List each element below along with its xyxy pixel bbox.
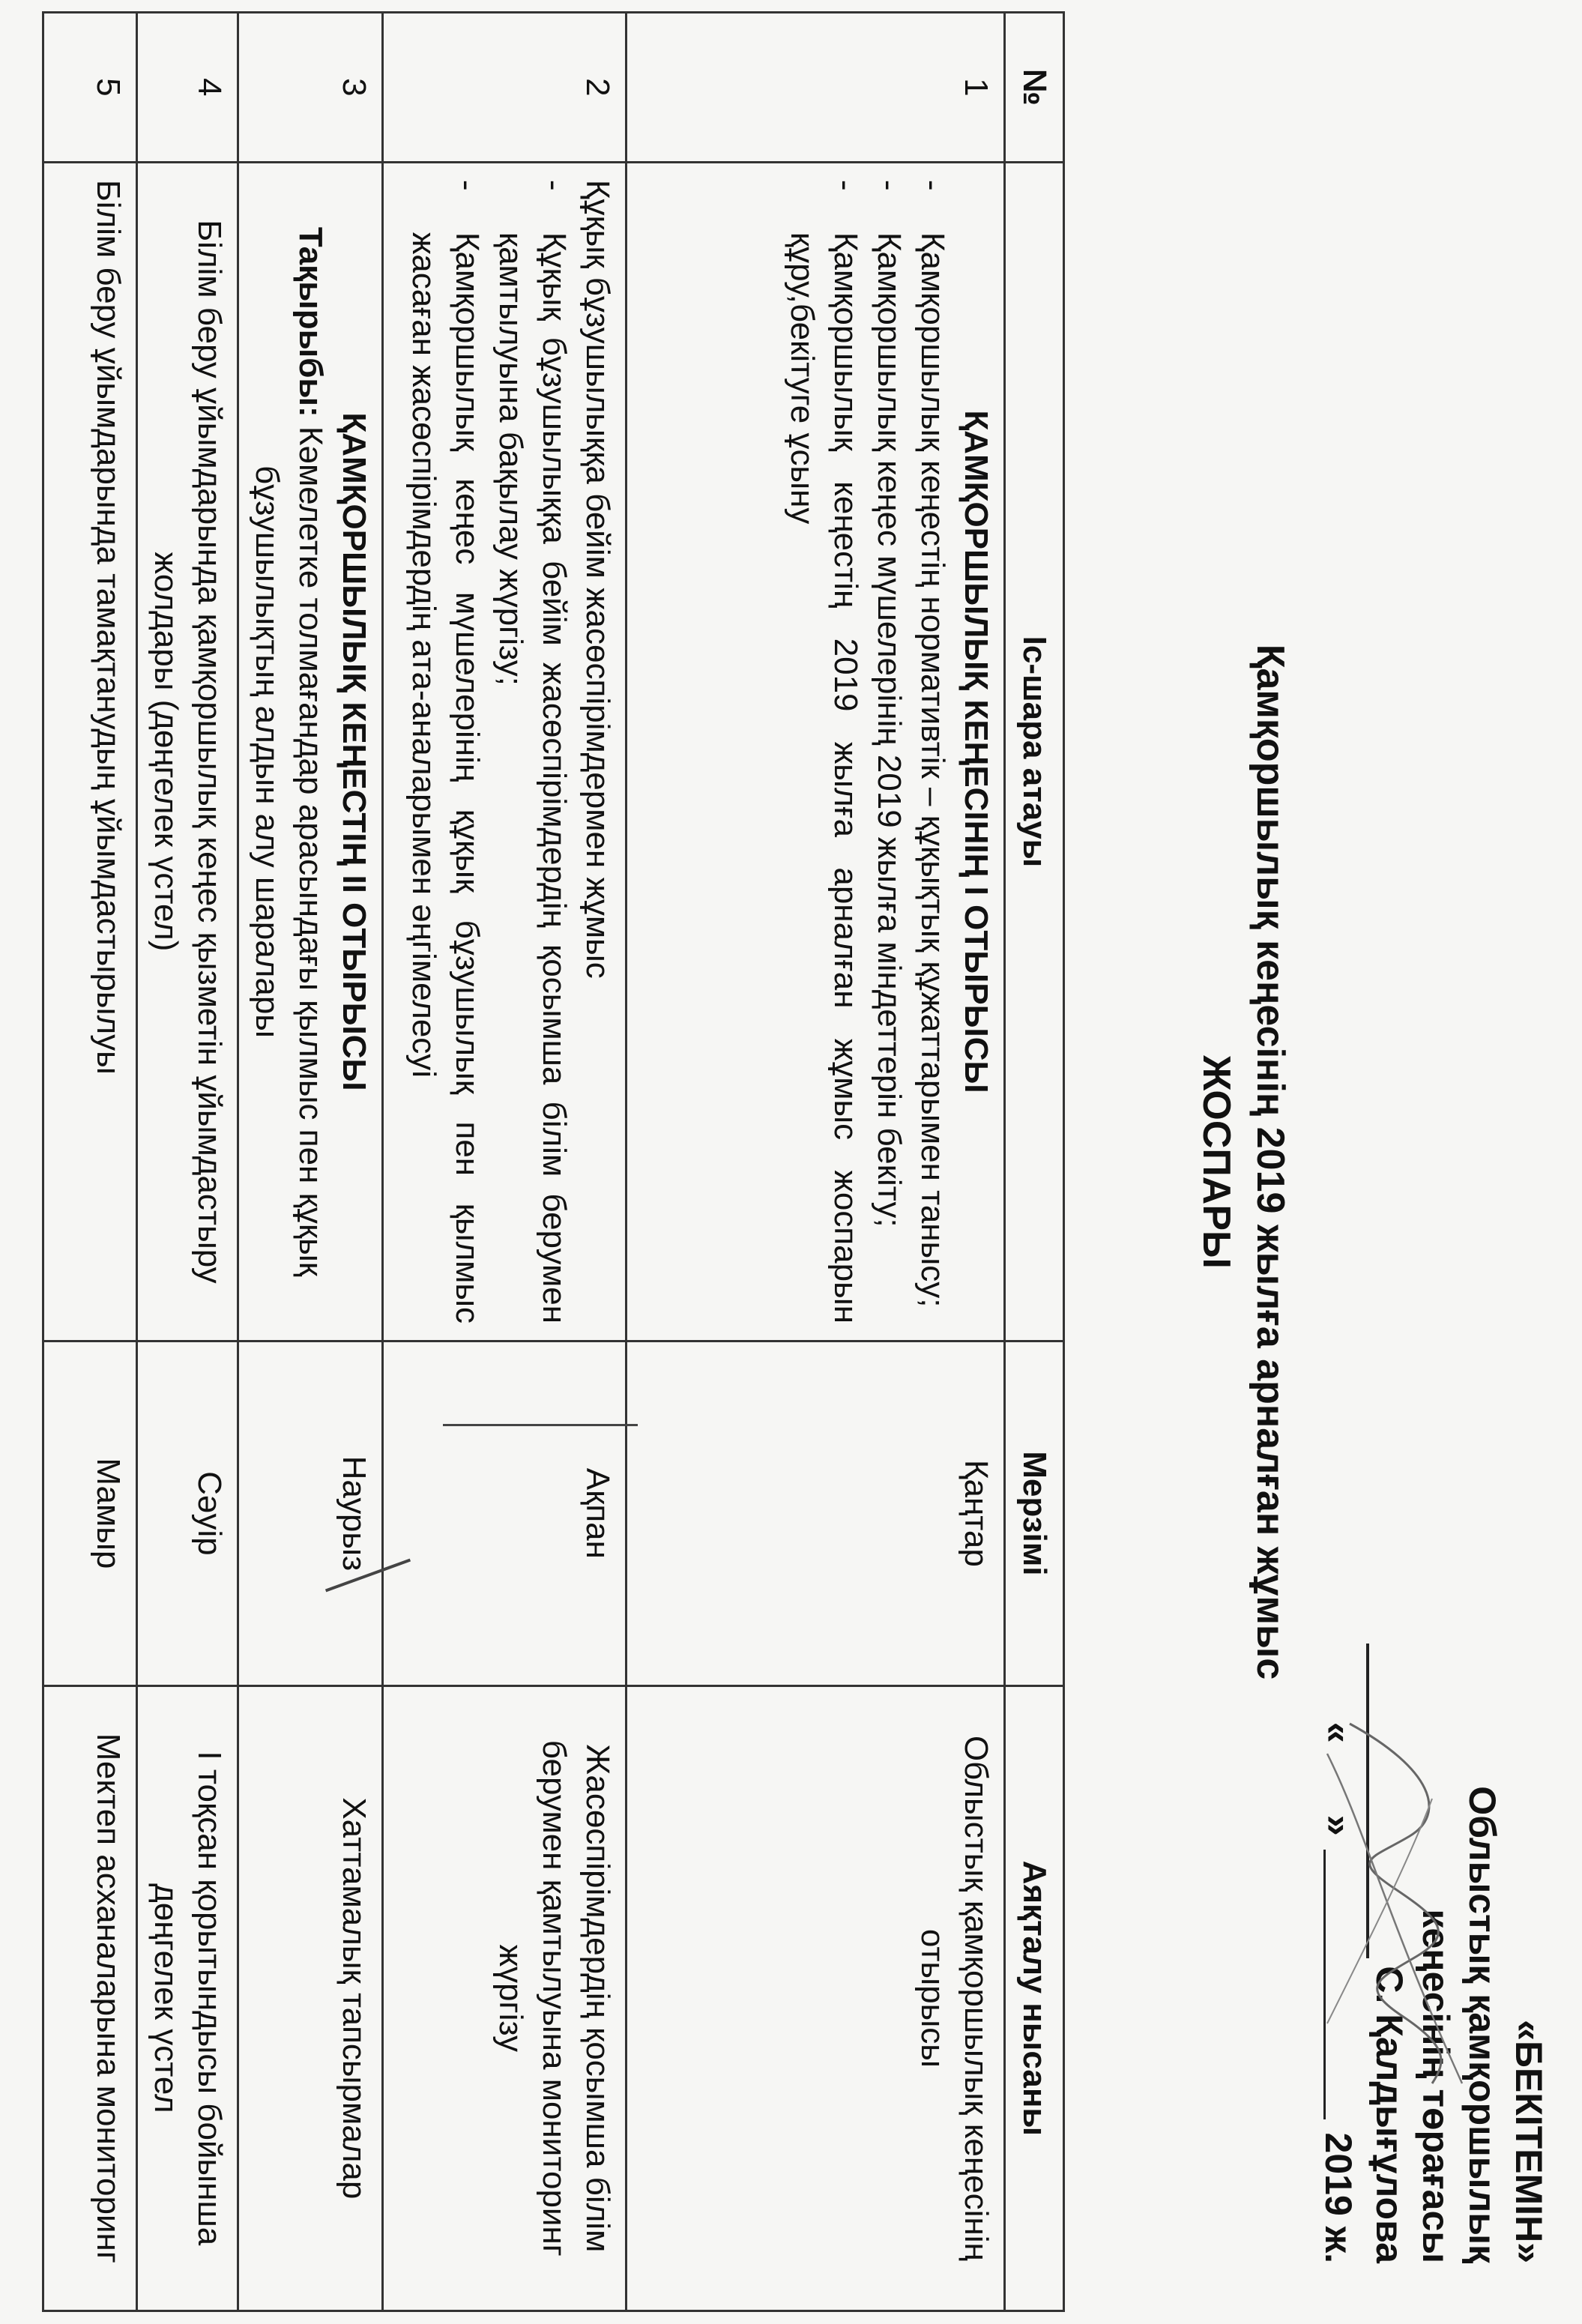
form-cell: Жасөспірімдердің қосымша білім берумен қамтылуына мониторинг жүргізу bbox=[383, 1685, 627, 2311]
topic-label: Тақырыбы: bbox=[292, 226, 329, 417]
bullet-dash: - bbox=[827, 179, 864, 191]
header-form: Аяқталу нысаны bbox=[1005, 1685, 1064, 2311]
date-month-blank bbox=[1323, 1850, 1362, 2119]
header-term: Мерзімі bbox=[1005, 1341, 1064, 1686]
table-row bbox=[137, 13, 238, 2311]
row-number: 3 bbox=[238, 13, 383, 163]
list-item-text: Қамқоршылық кеңес мүшелерінің құқық бұзушылық пен қылмыс жасаған жасөспірімдердің ата-аналарымен әңгімелесуі bbox=[405, 232, 486, 1324]
table-row bbox=[627, 13, 1005, 2311]
title-line2: ЖОСПАРЫ bbox=[1195, 1055, 1238, 1269]
activity-cell bbox=[43, 162, 137, 1341]
form-cell: Хаттамалық тапсырмалар bbox=[238, 1685, 383, 2311]
approval-date-row bbox=[1315, 1604, 1362, 2263]
activity-text: Білім беру ұйымдарында тамақтанудың ұйымдастырылуы bbox=[90, 179, 127, 1075]
approval-position-line2: кеңесінің төрағасы bbox=[1415, 1909, 1457, 2263]
list-item-text: Қамқоршылық кеңес мүшелерінің 2019 жылға міндеттерін бекіту; bbox=[871, 232, 908, 1228]
section-title: ҚАМҚОРШЫЛЫҚ КЕҢЕСІНІҢ I ОТЫРЫСЫ bbox=[958, 410, 994, 1093]
topic-line bbox=[245, 180, 332, 1324]
term-cell: Сәуір bbox=[137, 1341, 238, 1686]
document-title bbox=[1189, 0, 1297, 2324]
form-cell: Мектеп асханаларына мониторинг bbox=[43, 1685, 137, 2311]
list-item bbox=[911, 180, 954, 1324]
approval-position-line1: Облыстық қамқоршылық bbox=[1461, 1786, 1503, 2263]
table-row bbox=[238, 13, 383, 2311]
row-number: 5 bbox=[43, 13, 137, 163]
header-activity: Іс-шара атауы bbox=[1005, 162, 1064, 1341]
row-number: 1 bbox=[627, 13, 1005, 163]
list-item bbox=[489, 180, 576, 1324]
topic-text: Кәмелетке толмағандар арасындағы қылмыс пен құқық бұзушылықтың алдын алу шаралары bbox=[249, 426, 329, 1276]
title-line1: Қамқоршылық кеңесінің 2019 жылға арналған жұмыс bbox=[1249, 644, 1292, 1680]
term-cell: Наурыз bbox=[238, 1341, 383, 1686]
term-cell: Мамыр bbox=[43, 1341, 137, 1686]
scan-mark bbox=[443, 1424, 638, 1426]
approval-block bbox=[1315, 1604, 1552, 2263]
bullet-dash: - bbox=[914, 179, 951, 191]
table-row bbox=[383, 13, 627, 2311]
term-cell: Қаңтар bbox=[627, 1341, 1005, 1686]
form-cell: І тоқсан қорытындысы бойынша дөңгелек үстел bbox=[137, 1685, 238, 2311]
list-item bbox=[867, 180, 911, 1324]
activity-lead: Құқық бұзушылыққа бейім жасөспірімдермен жұмыс bbox=[579, 179, 616, 979]
table-header-row bbox=[1005, 13, 1064, 2311]
bullet-dash: - bbox=[449, 179, 486, 191]
signature-row bbox=[1366, 1604, 1413, 2263]
date-quote-open: « bbox=[1317, 1721, 1359, 1743]
row-number: 4 bbox=[137, 13, 238, 163]
list-item-text: Қамқоршылық кеңестің нормативтік – құқықтық құжаттарымен танысу; bbox=[914, 232, 951, 1308]
approver-name: С. Қалдығұлова bbox=[1368, 1966, 1410, 2263]
list-item bbox=[780, 180, 867, 1324]
activity-cell bbox=[238, 162, 383, 1341]
form-cell: Облыстық қамқоршылық кеңесінің отырысы bbox=[627, 1685, 1005, 2311]
approval-label: «БЕКІТЕМІН» bbox=[1508, 2020, 1550, 2263]
activity-cell bbox=[137, 162, 238, 1341]
table-row bbox=[43, 13, 137, 2311]
work-plan-table bbox=[42, 11, 1065, 2312]
activity-cell bbox=[383, 162, 627, 1341]
list-item-text: Қамқоршылық кеңестің 2019 жылға арналған жұмыс жоспарын құру,бекітуге ұсыну bbox=[784, 232, 864, 1324]
section-title: ҚАМҚОРШЫЛЫҚ КЕҢЕСТІҢ II ОТЫРЫСЫ bbox=[336, 412, 372, 1091]
bullet-dash: - bbox=[536, 179, 573, 191]
activity-text: Білім беру ұйымдарында қамқоршылық кеңес қызметін ұйымдастыру жолдары (дөңгелек үстел) bbox=[148, 220, 228, 1284]
list-item-text: Құқық бұзушылыққа бейім жасөспірімдердің қосымша білім берумен қамтылуына бақылау жүргізу; bbox=[492, 232, 573, 1324]
list-item bbox=[402, 180, 489, 1324]
date-day-blank bbox=[1315, 1757, 1362, 1802]
signature-line bbox=[1366, 1644, 1407, 1958]
activity-cell bbox=[627, 162, 1005, 1341]
term-cell: Ақпан bbox=[383, 1341, 627, 1686]
header-num: № bbox=[1005, 13, 1064, 163]
bullet-dash: - bbox=[871, 179, 908, 191]
row-number: 2 bbox=[383, 13, 627, 163]
date-quote-close: » bbox=[1317, 1814, 1359, 1836]
date-year: 2019 ж. bbox=[1317, 2132, 1359, 2263]
